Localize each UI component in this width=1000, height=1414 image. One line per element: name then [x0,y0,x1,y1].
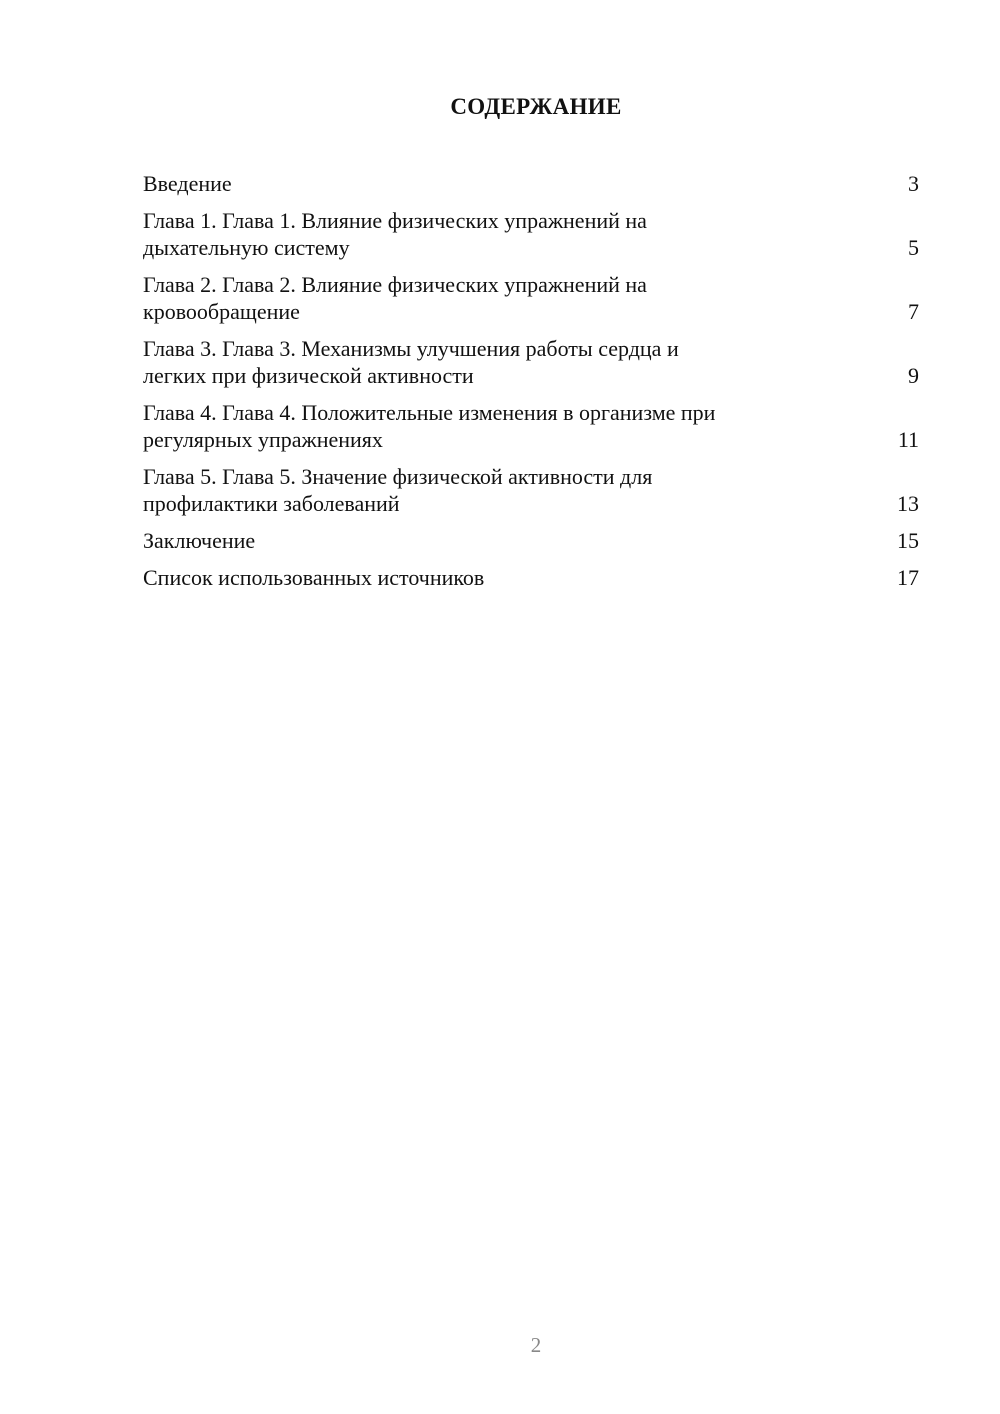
toc-entry-text [143,271,647,325]
toc-entry-line: регулярных упражнениях [143,427,383,452]
toc-entry-text [143,207,647,261]
toc-entry-page: 7 [908,299,919,324]
toc-entry-chapter-4[interactable] [143,399,919,453]
toc-entry-chapter-5[interactable] [143,463,919,517]
toc-entry-text [143,527,255,554]
toc-entry-line: профилактики заболеваний [143,491,400,516]
toc-entry-line: Глава 5. Глава 5. Значение физической активности для [143,464,653,489]
toc-entry-line: легких при физической активности [143,363,474,388]
toc-entry-text [143,399,715,453]
toc-entry-chapter-1[interactable] [143,207,919,261]
toc-entry-line: Глава 1. Глава 1. Влияние физических упражнений на [143,208,647,233]
toc-entry-text [143,170,232,197]
toc-entry-chapter-2[interactable] [143,271,919,325]
toc-entry-page: 15 [897,528,919,553]
table-of-contents [143,170,919,601]
toc-entry-text [143,564,484,591]
toc-entry-text [143,335,679,389]
toc-entry-line: Глава 4. Глава 4. Положительные изменения в организме при [143,400,716,425]
toc-entry-line: Глава 2. Глава 2. Влияние физических упражнений на [143,272,647,297]
page-number: 2 [530,1333,542,1357]
toc-entry-page: 17 [897,565,919,590]
toc-entry-page: 13 [897,491,919,516]
toc-entry-line: дыхательную систему [143,235,350,260]
toc-entry-page: 5 [908,235,919,260]
toc-entry-introduction[interactable] [143,170,919,197]
toc-entry-chapter-3[interactable] [143,335,919,389]
toc-entry-text [143,463,652,517]
toc-entry-references[interactable] [143,564,919,591]
toc-entry-line: Глава 3. Глава 3. Механизмы улучшения работы сердца и [143,336,679,361]
toc-entry-line: Список использованных источников [143,565,485,590]
toc-entry-page: 9 [908,363,919,388]
toc-entry-line: Заключение [143,528,256,553]
toc-entry-page: 3 [908,171,919,196]
toc-entry-line: Введение [143,171,232,196]
toc-title: СОДЕРЖАНИЕ [450,94,622,119]
toc-entry-line: кровообращение [143,299,300,324]
toc-entry-page: 11 [897,427,919,452]
toc-entry-conclusion[interactable] [143,527,919,554]
